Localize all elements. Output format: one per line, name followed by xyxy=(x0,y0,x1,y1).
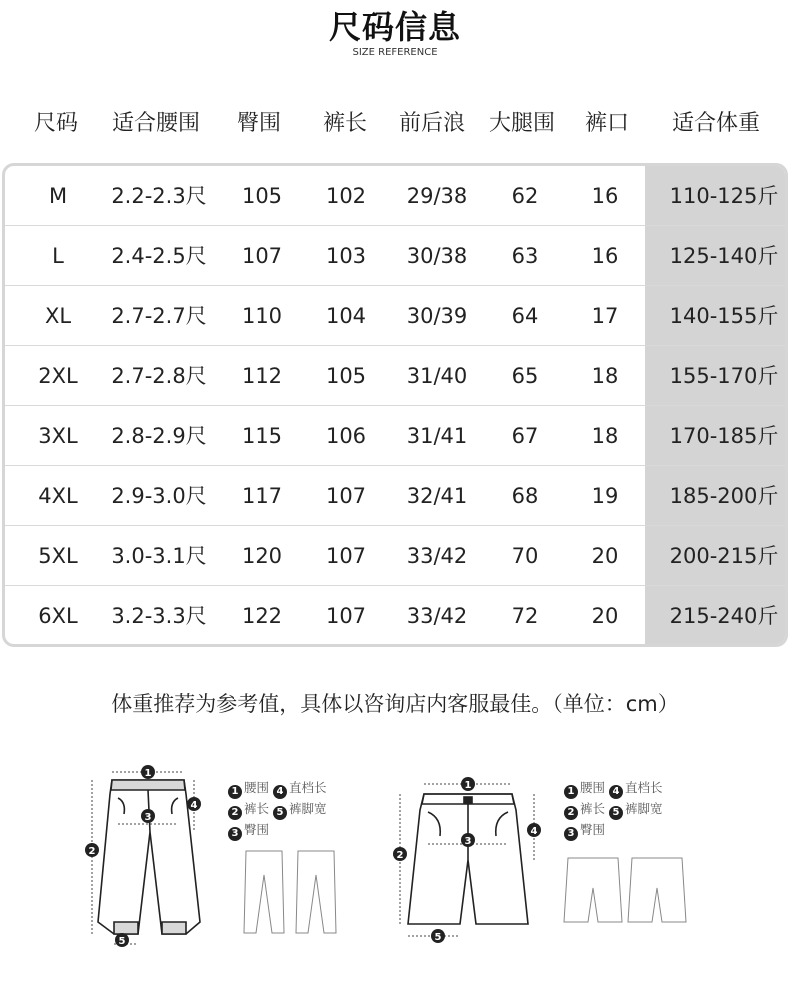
shorts-marker-5: 5 xyxy=(434,932,442,943)
long-pants-legend: 1 腰围 4 直档长 2 裤长 5 裤脚宽 3 臀围 xyxy=(228,778,327,841)
cell-rise: 31/40 xyxy=(406,364,468,388)
cell-rise: 29/38 xyxy=(406,184,468,208)
marker-1: 1 xyxy=(144,768,152,779)
cell-size: 4XL xyxy=(38,484,78,508)
legend-rise: 直档长 xyxy=(289,780,327,795)
cell-hip: 110 xyxy=(241,304,283,328)
cell-waist: 2.9-3.0尺 xyxy=(111,484,207,508)
cell-thigh: 67 xyxy=(511,424,539,448)
page-title: 尺码信息 xyxy=(328,8,461,46)
shorts-marker-4: 4 xyxy=(530,826,538,837)
page-subtitle: SIZE REFERENCE xyxy=(352,47,438,58)
cell-hem: 17 xyxy=(591,304,619,328)
cell-size: L xyxy=(52,244,64,268)
cell-length: 104 xyxy=(325,304,367,328)
marker-4: 4 xyxy=(190,800,198,811)
cell-rise: 33/42 xyxy=(406,604,468,628)
table-row xyxy=(5,346,785,406)
cell-rise: 32/41 xyxy=(406,484,468,508)
cell-size: M xyxy=(48,184,68,208)
table-row xyxy=(5,526,785,586)
cell-rise: 30/38 xyxy=(406,244,468,268)
table-header xyxy=(0,106,790,146)
cell-rise: 31/41 xyxy=(406,424,468,448)
cell-thigh: 72 xyxy=(511,604,539,628)
shorts-illustration xyxy=(388,752,548,947)
cell-weight: 215-240斤 xyxy=(669,604,779,628)
shorts-diagram xyxy=(388,752,548,951)
cell-hem: 16 xyxy=(591,184,619,208)
cell-length: 105 xyxy=(325,364,367,388)
table-row xyxy=(5,586,785,646)
cell-hip: 107 xyxy=(241,244,283,268)
cell-waist: 2.8-2.9尺 xyxy=(111,424,207,448)
shorts-marker-1: 1 xyxy=(464,780,472,791)
shorts-marker-3: 3 xyxy=(464,836,472,847)
cell-waist: 3.0-3.1尺 xyxy=(111,544,207,568)
header-weight: 适合体重 xyxy=(671,111,761,136)
table-row xyxy=(5,166,785,226)
cell-hem: 18 xyxy=(591,424,619,448)
cell-thigh: 62 xyxy=(511,184,539,208)
header-thigh: 大腿围 xyxy=(488,111,556,136)
table-row xyxy=(5,406,785,466)
cell-weight: 110-125斤 xyxy=(669,184,779,208)
cell-size: 3XL xyxy=(38,424,78,448)
shorts-marker-2: 2 xyxy=(396,850,404,861)
long-pants-thumbnail-illustration xyxy=(236,845,346,940)
shorts-legend-hem: 裤脚宽 xyxy=(625,801,663,816)
cell-weight: 170-185斤 xyxy=(669,424,779,448)
cell-size: 5XL xyxy=(38,544,78,568)
cell-hip: 117 xyxy=(241,484,283,508)
cell-thigh: 68 xyxy=(511,484,539,508)
cell-thigh: 70 xyxy=(511,544,539,568)
cell-weight: 125-140斤 xyxy=(669,244,779,268)
cell-weight: 200-215斤 xyxy=(669,544,779,568)
shorts-thumbnail-illustration xyxy=(560,852,700,932)
cell-weight: 185-200斤 xyxy=(669,484,779,508)
marker-2: 2 xyxy=(88,846,96,857)
header-waist: 适合腰围 xyxy=(111,111,201,136)
footnote: 体重推荐为参考值，具体以咨询店内客服最佳。（单位：cm） xyxy=(111,692,679,716)
legend-length: 裤长 xyxy=(244,801,270,816)
cell-waist: 2.4-2.5尺 xyxy=(111,244,207,268)
cell-weight: 140-155斤 xyxy=(669,304,779,328)
cell-length: 106 xyxy=(325,424,367,448)
table-row xyxy=(5,286,785,346)
cell-size: XL xyxy=(44,304,72,328)
legend-hip: 臀围 xyxy=(244,822,270,837)
shorts-legend: 1 腰围 4 直档长 2 裤长 5 裤脚宽 3 臀围 xyxy=(564,778,663,841)
cell-waist: 2.7-2.7尺 xyxy=(111,304,207,328)
cell-thigh: 64 xyxy=(511,304,539,328)
header-hip: 臀围 xyxy=(236,111,282,136)
marker-5: 5 xyxy=(118,936,126,947)
cell-hip: 112 xyxy=(241,364,283,388)
size-table xyxy=(2,163,788,647)
shorts-legend-waist: 腰围 xyxy=(580,780,606,795)
cell-hem: 19 xyxy=(591,484,619,508)
long-pants-thumbnails xyxy=(236,845,346,944)
cell-thigh: 63 xyxy=(511,244,539,268)
cell-size: 2XL xyxy=(38,364,78,388)
table-row xyxy=(5,466,785,526)
cell-size: 6XL xyxy=(38,604,78,628)
cell-rise: 30/39 xyxy=(406,304,468,328)
cell-thigh: 65 xyxy=(511,364,539,388)
shorts-legend-rise: 直档长 xyxy=(625,780,663,795)
cell-hem: 16 xyxy=(591,244,619,268)
cell-hip: 120 xyxy=(241,544,283,568)
cell-rise: 33/42 xyxy=(406,544,468,568)
header-hem: 裤口 xyxy=(584,111,630,136)
cell-hip: 122 xyxy=(241,604,283,628)
header-length: 裤长 xyxy=(322,111,368,136)
cell-hem: 18 xyxy=(591,364,619,388)
legend-waist: 腰围 xyxy=(244,780,270,795)
cell-length: 107 xyxy=(325,484,367,508)
cell-waist: 2.7-2.8尺 xyxy=(111,364,207,388)
cell-hip: 105 xyxy=(241,184,283,208)
cell-waist: 2.2-2.3尺 xyxy=(111,184,207,208)
cell-length: 103 xyxy=(325,244,367,268)
cell-hip: 115 xyxy=(241,424,283,448)
cell-hem: 20 xyxy=(591,604,619,628)
long-pants-diagram xyxy=(78,752,218,956)
header-rise: 前后浪 xyxy=(398,111,466,136)
header-size: 尺码 xyxy=(33,111,79,136)
shorts-legend-length: 裤长 xyxy=(580,801,606,816)
shorts-legend-hip: 臀围 xyxy=(580,822,606,837)
cell-waist: 3.2-3.3尺 xyxy=(111,604,207,628)
cell-length: 102 xyxy=(325,184,367,208)
cell-hem: 20 xyxy=(591,544,619,568)
cell-weight: 155-170斤 xyxy=(669,364,779,388)
table-row xyxy=(5,226,785,286)
legend-hem: 裤脚宽 xyxy=(289,801,327,816)
cell-length: 107 xyxy=(325,604,367,628)
marker-3: 3 xyxy=(144,812,152,823)
shorts-thumbnails xyxy=(560,852,700,936)
long-pants-illustration xyxy=(78,752,218,952)
cell-length: 107 xyxy=(325,544,367,568)
